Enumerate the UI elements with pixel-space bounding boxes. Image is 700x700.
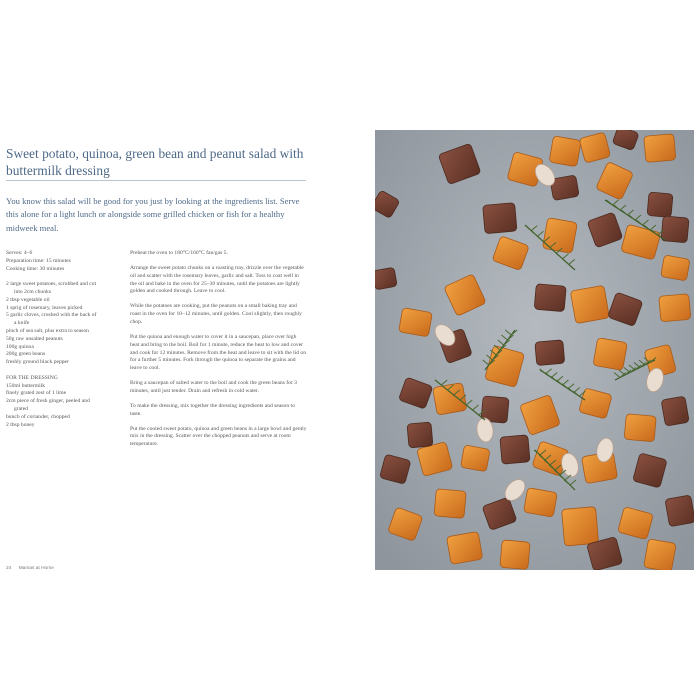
title-divider <box>6 180 306 181</box>
ingredient-line: pinch of sea salt, plus extra to season <box>6 327 89 334</box>
method-step: While the potatoes are cooking, put the peanuts on a small baking tray and roast in the oven for 10–12 minutes, until golden. Cool slightly, then roughly chop. <box>130 303 302 325</box>
potato-chunk <box>647 192 673 217</box>
ingredient-line: a knife <box>14 320 30 327</box>
recipe-page <box>0 130 372 575</box>
potato-chunk <box>624 414 656 442</box>
prep-time-text: Preparation time: 15 minutes <box>6 257 71 264</box>
recipe-title: Sweet potato, quinoa, green bean and peanut salad with buttermilk dressing <box>6 146 304 178</box>
ingredient-line: 1 sprig of rosemary, leaves picked <box>6 304 83 311</box>
ingredient-line: 100g quinoa <box>6 343 34 350</box>
potato-chunk <box>644 134 676 163</box>
ingredient-line: 200g green beans <box>6 351 46 358</box>
potato-chunk <box>593 338 627 371</box>
potato-chunk <box>549 136 581 167</box>
dressing-line: 2cm piece of fresh ginger, peeled and <box>6 398 90 405</box>
potato-chunk <box>434 489 466 519</box>
ingredient-line: 2 large sweet potatoes, scrubbed and cut <box>6 281 97 288</box>
method-step: Arrange the sweet potato chunks on a roasting tray, drizzle over the vegetable oil and scatter with the rosemary leaves, garlic and salt. Toss to coat well in the oil and bake in the oven for 25–30 minutes, until the potatoes are lightly golden and cooked through. Leave to cool. <box>130 264 304 295</box>
ingredient-line: 5 garlic cloves, crushed with the back of <box>6 312 97 319</box>
roasted-sweet-potato-image <box>375 130 694 570</box>
potato-chunk <box>483 203 517 234</box>
spacer <box>6 273 122 281</box>
potato-chunk <box>661 255 690 281</box>
method-column <box>130 250 307 456</box>
ingredient-line: freshly ground black pepper <box>6 359 69 366</box>
page-footer <box>6 566 60 571</box>
ingredients-column <box>6 250 122 429</box>
method-step: To make the dressing, mix together the dressing ingredients and season to taste. <box>130 402 295 417</box>
cook-time-text: Cooking time: 30 minutes <box>6 265 65 272</box>
potato-chunk <box>500 435 530 464</box>
dressing-line: bunch of coriander, chopped <box>6 413 70 420</box>
ingredient-line: 2 tbsp vegetable oil <box>6 296 50 303</box>
potato-chunk <box>407 422 433 448</box>
food-photo <box>375 130 694 570</box>
method-step: Put the cooled sweet potato, quinoa and green beans in a large bowl and gently mix in the dressing. Scatter over the chopped peanuts and serve at room temperature. <box>130 425 307 448</box>
potato-chunk <box>524 488 558 518</box>
potato-chunk <box>542 218 577 254</box>
potato-chunk <box>500 540 530 570</box>
potato-chunk <box>534 284 566 312</box>
potato-chunk <box>535 340 565 366</box>
book-title: Mamas at Home <box>18 566 54 571</box>
dressing-line: 150ml buttermilk <box>6 382 45 389</box>
potato-chunk <box>659 294 691 322</box>
potato-chunk <box>399 308 433 337</box>
ingredient-line: into 2cm chunks <box>14 288 51 295</box>
potato-chunk <box>661 216 689 243</box>
potato-chunk <box>665 495 694 527</box>
spacer <box>6 367 122 375</box>
ingredient-line: 50g raw unsalted peanuts <box>6 335 63 342</box>
dressing-heading: FOR THE DRESSING <box>6 374 58 381</box>
potato-chunk <box>375 267 397 290</box>
serves-text: Serves: 4–6 <box>6 250 33 256</box>
recipe-intro: You know this salad will be good for you just by looking at the ingredients list. Serve this alone for a light lunch or alongside some grilled chicken or fish for a healthy midweek meal. <box>6 196 300 233</box>
dressing-line: finely grated zest of 1 lime <box>6 390 67 397</box>
potato-chunk <box>562 507 599 546</box>
method-step: Preheat the oven to 180°C/160°C fan/gas 5. <box>130 250 228 256</box>
dressing-line: grated <box>14 405 28 412</box>
potato-chunk <box>661 396 689 426</box>
method-step: Put the quinoa and enough water to cover it in a saucepan, place over high heat and bring to the boil. Boil for 1 minute, reduce the heat to low and cover and cook for 12 minutes. Remove from the heat and leave to sit with the lid on for a further 5 minutes. Fork through the quinoa to separate the grains and leave to cool. <box>130 333 307 372</box>
method-step: Bring a saucepan of salted water to the boil and cook the green beans for 3 minutes, until just tender. Drain and refresh in cold water. <box>130 380 297 394</box>
potato-chunk <box>461 445 491 472</box>
potato-chunk <box>570 285 609 323</box>
potato-chunk <box>446 531 482 564</box>
page-number: 24 <box>6 566 12 571</box>
potato-chunk <box>644 539 677 570</box>
dressing-line: 2 tbsp honey <box>6 421 35 428</box>
